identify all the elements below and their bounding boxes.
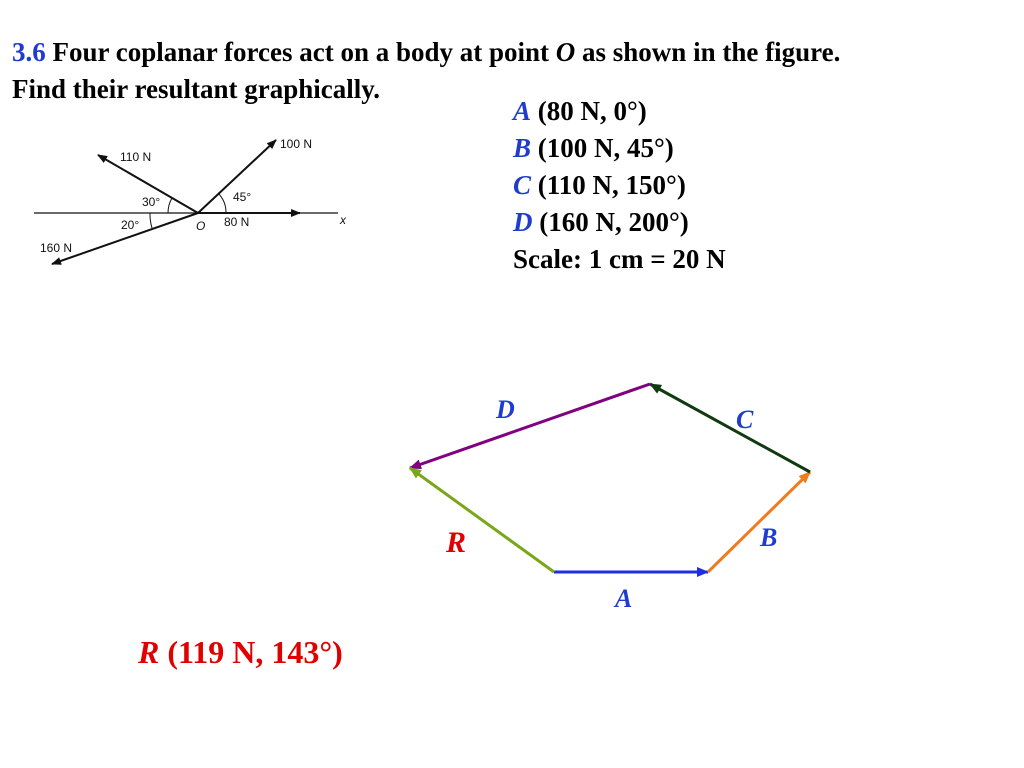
scale-note: Scale: 1 cm = 20 N [513, 244, 726, 274]
angle-arc-30 [168, 198, 172, 213]
angle-arc-20 [150, 213, 152, 228]
label-110n: 110 N [120, 150, 152, 164]
polygon-label-r: R [446, 526, 467, 559]
force-letter: B [513, 133, 532, 163]
force-letter: A [513, 96, 532, 126]
resultant-value: (119 N, 143°) [167, 634, 343, 670]
vector-r [410, 468, 554, 572]
angle-arc-45 [218, 193, 226, 213]
label-angle-20: 20° [121, 218, 140, 232]
polygon-label-d: D [496, 395, 515, 424]
label-100n: 100 N [280, 137, 313, 151]
polygon-label-b: B [760, 523, 778, 552]
label-origin: O [196, 219, 206, 233]
problem-point-label: O [555, 37, 576, 67]
space-diagram [34, 137, 347, 264]
vector-d [410, 384, 650, 468]
problem-text-before: Four coplanar forces act on a body at point [52, 37, 550, 67]
resultant-letter: R [138, 634, 160, 670]
problem-text-after: as shown in the figure. [582, 37, 841, 67]
force-value: (80 N, 0°) [537, 96, 647, 126]
force-letter: C [513, 170, 532, 200]
polygon-label-c: C [736, 405, 754, 434]
label-160n: 160 N [40, 241, 73, 255]
vector-c [650, 384, 810, 472]
label-80n: 80 N [224, 215, 250, 229]
vector-b [708, 472, 810, 572]
force-value: (100 N, 45°) [537, 133, 674, 163]
force-value: (110 N, 150°) [537, 170, 686, 200]
label-angle-45: 45° [233, 190, 252, 204]
force-letter: D [513, 207, 533, 237]
resultant-answer [138, 634, 343, 671]
label-x-axis: x [340, 213, 346, 227]
problem-line-2: Find their resultant graphically. [12, 74, 381, 104]
problem-number: 3.6 [12, 37, 46, 67]
label-angle-30: 30° [142, 195, 161, 209]
force-value: (160 N, 200°) [539, 207, 689, 237]
force-polygon [410, 384, 810, 613]
polygon-label-a: A [615, 584, 633, 613]
